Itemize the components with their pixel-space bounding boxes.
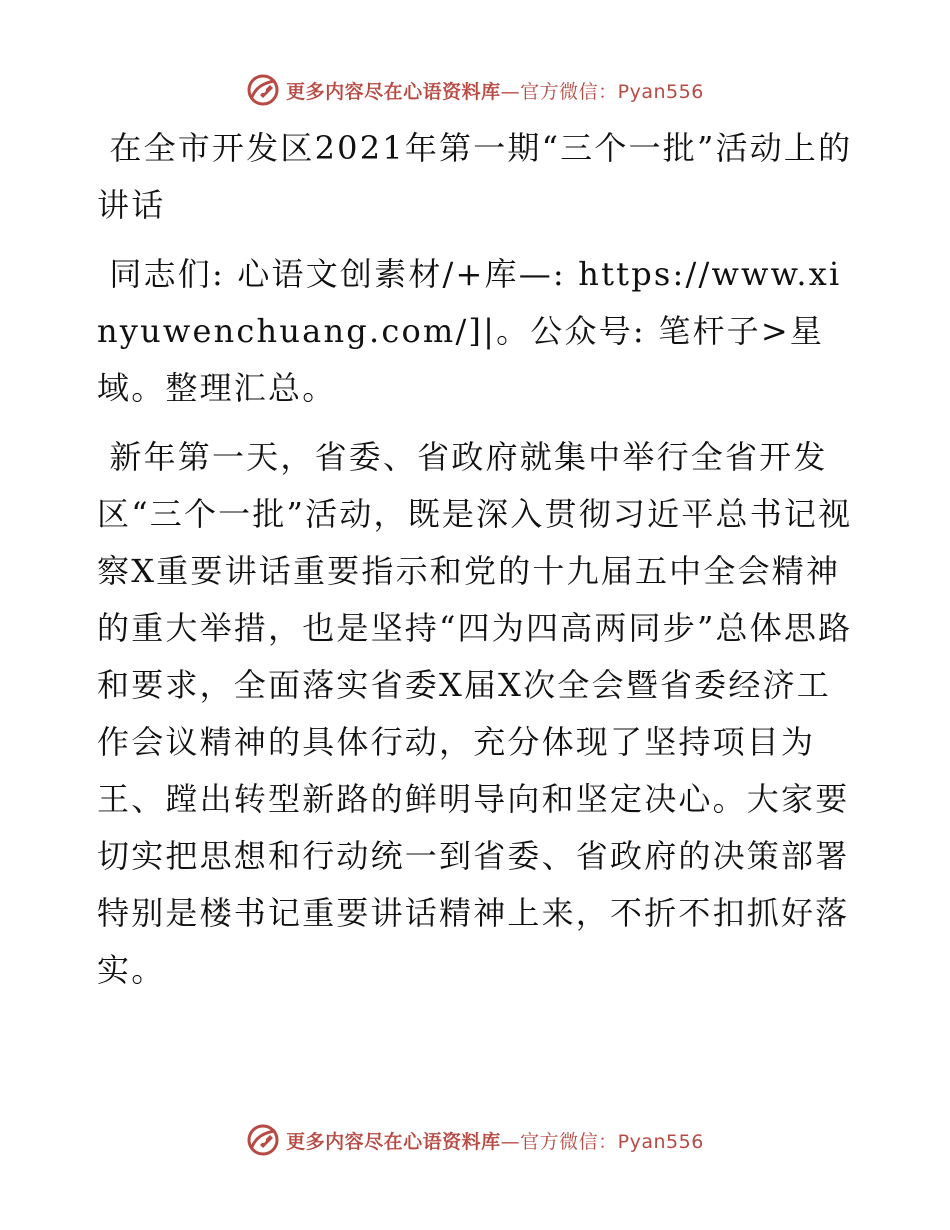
- banner-text: [286, 1127, 704, 1154]
- banner-main-text: 更多内容尽在心语资料库: [286, 1130, 501, 1153]
- banner-account-text: 官方微信：Pyan556: [520, 80, 704, 103]
- speech-paragraph: 新年第一天，省委、省政府就集中举行全省开发区“三个一批”活动，既是深入贯彻习近平总书记视察X重要讲话重要指示和党的十九届五中全会精神的重大举措，也是坚持“四为四高两同步”总体思路和要求，全面落实省委X届X次全会暨省委经济工作会议精神的具体行动，充分体现了坚持项目为王、蹚出转型新路的鲜明导向和坚定决心。大家要切实把思想和行动统一到省委、省政府的决策部署特别是楼书记重要讲话精神上来，不折不扣抓好落实。: [97, 438, 853, 989]
- document-title: 在全市开发区2021年第一期“三个一批”活动上的讲话: [97, 129, 853, 224]
- banner-main-text: 更多内容尽在心语资料库: [286, 80, 501, 103]
- banner-dash: —: [500, 1130, 521, 1153]
- header-banner: [0, 70, 950, 110]
- intro-paragraph: 同志们: 心语文创素材/+库—: https://www.xinyuwenchuang.com/]|。公众号: 笔杆子>星域。整理汇总。: [97, 255, 842, 407]
- document-body: [97, 120, 857, 999]
- banner-account-text: 官方微信：Pyan556: [520, 1130, 704, 1153]
- pen-logo-icon: [246, 73, 280, 107]
- pen-logo-icon: [246, 1123, 280, 1157]
- footer-banner: [0, 1120, 950, 1160]
- banner-dash: —: [500, 80, 521, 103]
- banner-text: [286, 77, 704, 104]
